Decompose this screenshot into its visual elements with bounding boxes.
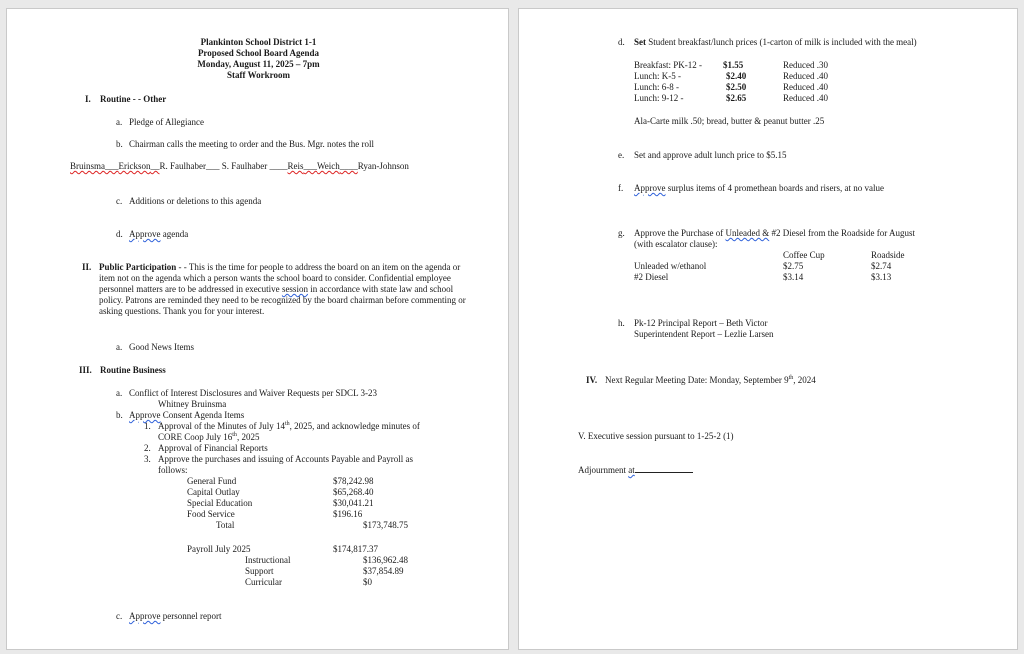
fuel-col-header: Roadside — [871, 250, 905, 260]
next-meeting-date: Next Regular Meeting Date: Monday, September 9th, 2024 — [605, 375, 816, 385]
payroll-item-name: Curricular — [245, 577, 282, 587]
item-letter: d. — [116, 229, 123, 239]
fuel-price: $2.75 — [783, 261, 804, 271]
fuel-purchase-cont: (with escalator clause): — [634, 239, 718, 249]
accounts-payable-cont: follows: — [158, 465, 188, 475]
fuel-col-header: Coffee Cup — [783, 250, 825, 260]
payroll-item-amount: $136,962.48 — [363, 555, 408, 565]
payroll-label: Payroll July 2025 — [187, 544, 251, 554]
item-letter: a. — [116, 117, 123, 127]
roll-call-line: Bruinsma___Erickson__R. Faulhaber___ S. Faulhaber ____Reis___Weich____Ryan-Johnson — [70, 161, 409, 171]
approve-agenda-item: Approve agenda — [129, 229, 189, 239]
fund-amount: $196.16 — [333, 509, 363, 519]
fund-amount: $65,268.40 — [333, 487, 374, 497]
item-letter: f. — [618, 183, 624, 193]
minutes-approval-cont: CORE Coop July 16th, 2025 — [158, 432, 260, 442]
item-letter: h. — [618, 318, 625, 328]
payroll-item-name: Instructional — [245, 555, 291, 565]
list-number: 3. — [144, 454, 151, 464]
pledge-item: Pledge of Allegiance — [129, 117, 204, 127]
public-participation-paragraph: Public Participation - - This is the time for people to address the board on an item on the agenda or item not on the agenda which a person wants the school board to consider. Confidential employee personnel matters are to be addressed in executive session in accordance with state law and school policy. Patrons are reminded they need to be recognized by the board chairman before commenting or asking questions. Thank you for your interest. — [99, 262, 466, 316]
conflict-of-interest-item: Conflict of Interest Disclosures and Waiver Requests per SDCL 3-23 — [129, 388, 377, 398]
item-letter: g. — [618, 228, 625, 238]
fuel-name: Unleaded w/ethanol — [634, 261, 707, 271]
fund-amount: $78,242.98 — [333, 476, 374, 486]
item-letter: a. — [116, 388, 123, 398]
roll-name: Bruinsma — [70, 161, 105, 171]
lunch-prices-heading: Set Student breakfast/lunch prices (1-carton of milk is included with the meal) — [634, 37, 917, 47]
item-letter: b. — [116, 410, 123, 420]
price-value: $2.50 — [726, 82, 747, 92]
roll-name: Weich — [317, 161, 340, 171]
fuel-purchase-item: Approve the Purchase of Unleaded & #2 Diesel from the Roadside for August — [634, 228, 915, 238]
price-label: Lunch: 6-8 - — [634, 82, 679, 92]
conflict-name: Whitney Bruinsma — [158, 399, 227, 409]
section-1-numeral: I. — [85, 94, 91, 104]
agenda-title: Proposed School Board Agenda — [197, 48, 320, 58]
surplus-item: Approve surplus items of 4 promethean boards and risers, at no value — [634, 183, 884, 193]
section-3-numeral: III. — [79, 365, 92, 375]
section-2-numeral: II. — [82, 262, 92, 272]
item-letter: c. — [116, 196, 123, 206]
payroll-item-amount: $37,854.89 — [363, 566, 404, 576]
list-number: 1. — [144, 421, 151, 431]
section-3-title: Routine Business — [100, 365, 166, 375]
list-number: 2. — [144, 443, 151, 453]
additions-item: Additions or deletions to this agenda — [129, 196, 262, 206]
meeting-date: Monday, August 11, 2025 – 7pm — [197, 59, 320, 69]
meeting-location: Staff Workroom — [227, 70, 290, 80]
district-title: Plankinton School District 1-1 — [200, 37, 317, 47]
accounts-payable: Approve the purchases and issuing of Accounts Payable and Payroll as — [158, 454, 413, 464]
blank-line — [635, 464, 693, 473]
roll-name: R. Faulhaber — [159, 161, 206, 171]
payroll-amount: $174,817.37 — [333, 544, 378, 554]
ala-carte-prices: Ala-Carte milk .50; bread, butter & peanut butter .25 — [634, 116, 825, 126]
fuel-price: $2.74 — [871, 261, 892, 271]
principal-report: Pk-12 Principal Report – Beth Victor — [634, 318, 768, 328]
personnel-report-item: Approve personnel report — [129, 611, 222, 621]
fuel-name: #2 Diesel — [634, 272, 669, 282]
roll-name: Erickson — [118, 161, 151, 171]
roll-name: S. Faulhaber — [221, 161, 268, 171]
reduced-price: Reduced .40 — [783, 71, 828, 81]
fund-name: Capital Outlay — [187, 487, 240, 497]
fund-name: Special Education — [187, 498, 253, 508]
section-1-title: Routine - - Other — [100, 94, 167, 104]
adjournment: Adjournment at — [578, 464, 693, 476]
payroll-item-amount: $0 — [363, 577, 372, 587]
roll-name: Ryan-Johnson — [357, 161, 409, 171]
reduced-price: Reduced .40 — [783, 82, 828, 92]
price-label: Breakfast: PK-12 - — [634, 60, 702, 70]
fund-name: Food Service — [187, 509, 235, 519]
good-news-item: Good News Items — [129, 342, 194, 352]
total-amount: $173,748.75 — [363, 520, 408, 530]
price-value: $1.55 — [723, 60, 744, 70]
reduced-price: Reduced .40 — [783, 93, 828, 103]
price-value: $2.40 — [726, 71, 747, 81]
item-letter: d. — [618, 37, 625, 47]
reduced-price: Reduced .30 — [783, 60, 828, 70]
roll-call-item: Chairman calls the meeting to order and the Bus. Mgr. notes the roll — [129, 139, 374, 149]
executive-session: V. Executive session pursuant to 1-25-2 (1) — [578, 431, 734, 441]
item-letter: e. — [618, 150, 625, 160]
minutes-approval: Approval of the Minutes of July 14th, 2025, and acknowledge minutes of — [158, 421, 420, 431]
total-label: Total — [216, 520, 235, 530]
document-page-1 — [6, 8, 509, 650]
adult-lunch-item: Set and approve adult lunch price to $5.15 — [634, 150, 787, 160]
fund-amount: $30,041.21 — [333, 498, 374, 508]
financial-reports: Approval of Financial Reports — [158, 443, 268, 453]
fuel-price: $3.14 — [783, 272, 804, 282]
fund-name: General Fund — [187, 476, 237, 486]
section-4-numeral: IV. — [586, 375, 598, 385]
roll-name: Reis — [287, 161, 304, 171]
payroll-item-name: Support — [245, 566, 274, 576]
item-letter: b. — [116, 139, 123, 149]
document-page-2 — [518, 8, 1018, 650]
superintendent-report: Superintendent Report – Lezlie Larsen — [634, 329, 774, 339]
item-letter: a. — [116, 342, 123, 352]
price-value: $2.65 — [726, 93, 747, 103]
fuel-price: $3.13 — [871, 272, 892, 282]
item-letter: c. — [116, 611, 123, 621]
price-label: Lunch: 9-12 - — [634, 93, 684, 103]
price-label: Lunch: K-5 - — [634, 71, 681, 81]
consent-agenda-item: Approve Consent Agenda Items — [129, 410, 245, 420]
